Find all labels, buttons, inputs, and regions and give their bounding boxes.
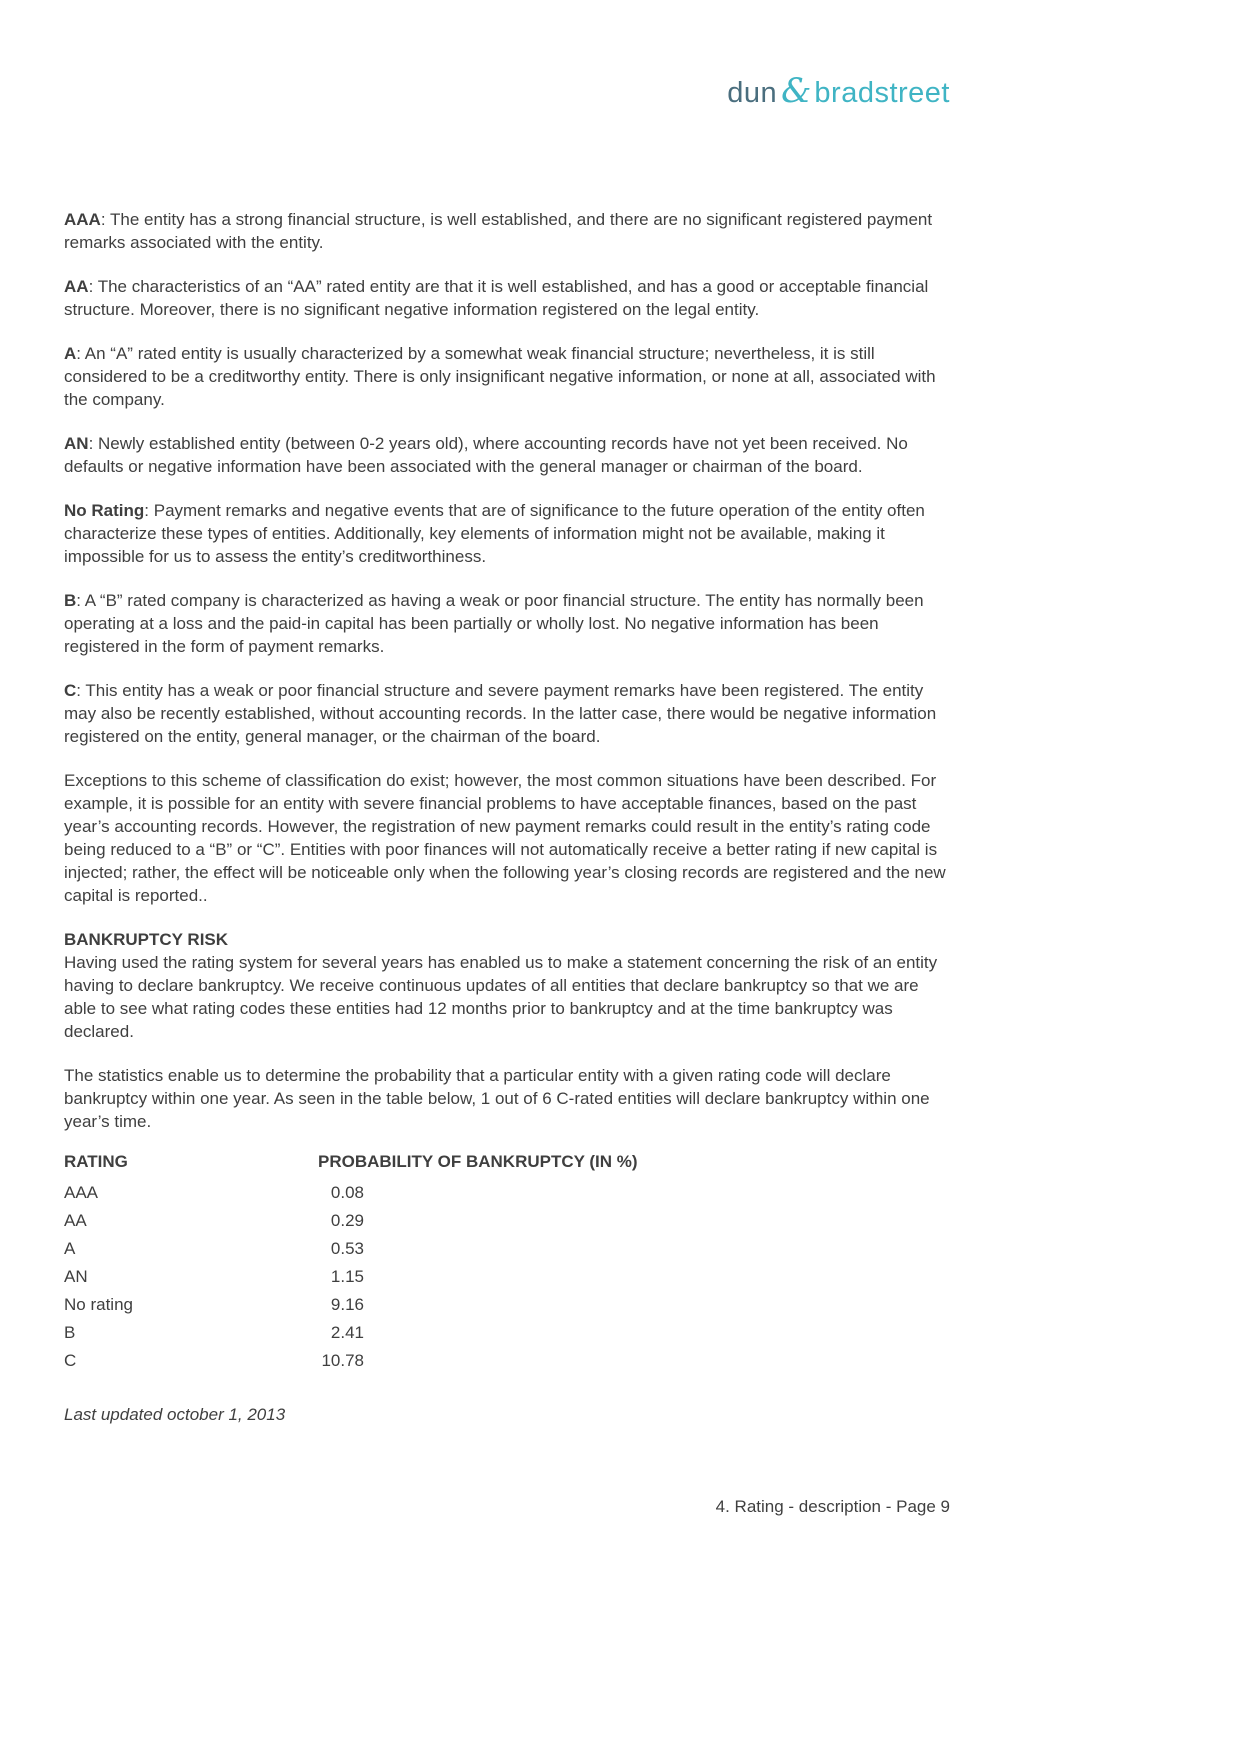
rating-code-label: No Rating [64, 501, 145, 520]
table-row [64, 1291, 950, 1319]
table-row [64, 1319, 950, 1347]
table-row [64, 1263, 950, 1291]
paragraph-c [64, 679, 950, 748]
probability-cell: 0.53 [330, 1239, 364, 1258]
table-row [64, 1179, 950, 1207]
rating-code-label: C [64, 681, 77, 700]
bankruptcy-risk-heading: BANKRUPTCY RISK [64, 930, 229, 949]
rating-cell: C [64, 1351, 77, 1370]
rating-cell: No rating [64, 1295, 133, 1314]
bankruptcy-paragraph-2: The statistics enable us to determine the probability that a particular entity with a given rating code will declare bankruptcy within one year. As seen in the table below, 1 out of 6 C-rated entities will declare bankruptcy within one year’s time. [64, 1066, 930, 1131]
probability-cell: 1.15 [330, 1267, 364, 1286]
page-footer: 4. Rating - description - Page 9 [715, 1497, 950, 1516]
probability-cell: 9.16 [330, 1295, 364, 1314]
paragraph-text: Exceptions to this scheme of classification do exist; however, the most common situations have been described. For example, it is possible for an entity with severe financial problems to have acceptable finances, based on the past year’s accounting records. However, the registration of new payment remarks could result in the entity’s rating code being reduced to a “B” or “C”. Entities with poor finances will not automatically receive a better rating if new capital is injected; rather, the effect will be noticeable only when the following year’s closing records are registered and the new capital is reported.. [64, 771, 946, 905]
table-header-row [64, 1150, 950, 1173]
probability-cell: 10.78 [321, 1351, 364, 1370]
paragraph-aaa [64, 208, 950, 254]
logo-ampersand-icon: & [781, 71, 812, 111]
table-row [64, 1235, 950, 1263]
content-column [64, 0, 950, 1426]
rating-cell: AAA [64, 1183, 99, 1202]
paragraph-an [64, 432, 950, 478]
paragraph-aa [64, 275, 950, 321]
rating-descriptions [64, 208, 950, 1426]
rating-cell: AN [64, 1267, 88, 1286]
last-updated-note: Last updated october 1, 2013 [64, 1405, 286, 1424]
rating-code-label: B [64, 591, 77, 610]
probability-cell: 2.41 [330, 1323, 364, 1342]
bankruptcy-probability-table [64, 1150, 950, 1375]
probability-cell: 0.29 [330, 1211, 364, 1230]
rating-cell: B [64, 1323, 76, 1342]
table-row [64, 1207, 950, 1235]
probability-cell: 0.08 [330, 1183, 364, 1202]
logo-text-bradstreet: bradstreet [814, 77, 950, 109]
paragraph-no-rating [64, 499, 950, 568]
rating-code-label: A [64, 344, 77, 363]
paragraph-text: : The characteristics of an “AA” rated entity are that it is well established, and has a good or acceptable financial structure. Moreover, there is no significant negative information registered on the legal entity. [64, 277, 929, 319]
paragraph-b [64, 589, 950, 658]
probability-column-header: PROBABILITY OF BANKRUPTCY (IN %) [318, 1152, 638, 1171]
rating-code-label: AN [64, 434, 89, 453]
paragraph-text: : This entity has a weak or poor financial structure and severe payment remarks have been registered. The entity may also be recently established, without accounting records. In the latter case, there would be negative information registered on the entity, general manager, or the chairman of the board. [64, 681, 937, 746]
table-row [64, 1347, 950, 1375]
paragraph-exceptions [64, 769, 950, 907]
dun-bradstreet-logo [64, 72, 950, 110]
paragraph-text: : An “A” rated entity is usually characterized by a somewhat weak financial structure; nevertheless, it is still considered to be a creditworthy entity. There is only insignificant negative information, or none at all, associated with the company. [64, 344, 936, 409]
rating-column-header: RATING [64, 1152, 128, 1171]
bankruptcy-paragraph-1: Having used the rating system for several years has enabled us to make a statement concerning the risk of an entity having to declare bankruptcy. We receive continuous updates of all entities that declare bankruptcy so that we are able to see what rating codes these entities had 12 months prior to bankruptcy and at the time bankruptcy was declared. [64, 953, 938, 1041]
logo-text-dun: dun [727, 77, 778, 109]
paragraph-text: : Newly established entity (between 0-2 years old), where accounting records have not yet been received. No defaults or negative information have been associated with the general manager or chairman of the board. [64, 434, 908, 476]
paragraph-text: : A “B” rated company is characterized as having a weak or poor financial structure. The entity has normally been operating at a loss and the paid-in capital has been partially or wholly lost. No negative information has been registered in the form of payment remarks. [64, 591, 924, 656]
paragraph-a [64, 342, 950, 411]
rating-cell: A [64, 1239, 76, 1258]
rating-code-label: AAA [64, 210, 101, 229]
paragraph-text: : Payment remarks and negative events that are of significance to the future operation of the entity often characterize these types of entities. Additionally, key elements of information might not be available, making it impossible for us to assess the entity’s creditworthiness. [64, 501, 925, 566]
rating-code-label: AA [64, 277, 89, 296]
rating-cell: AA [64, 1211, 87, 1230]
paragraph-text: : The entity has a strong financial structure, is well established, and there are no significant registered payment remarks associated with the entity. [64, 210, 933, 252]
